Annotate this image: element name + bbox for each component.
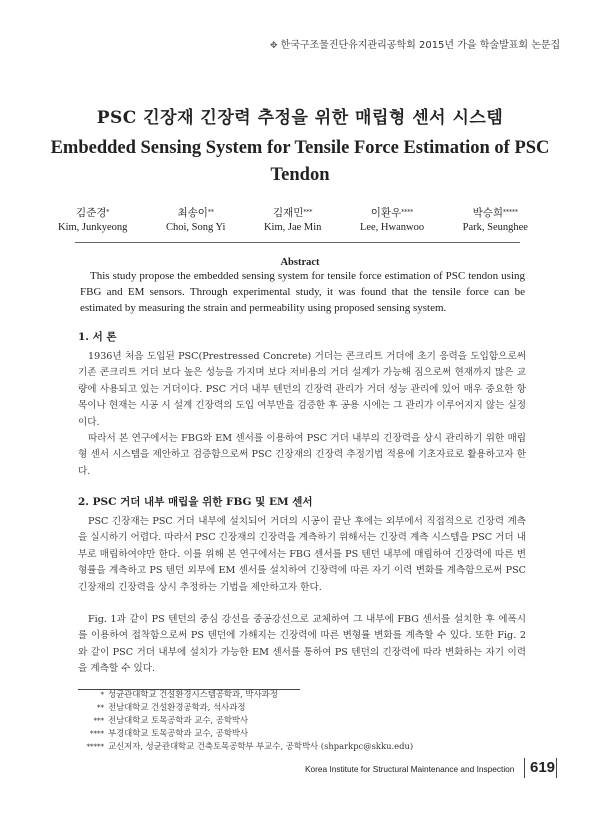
- author-mark: *: [106, 209, 110, 216]
- author-name-ko: 김재민: [272, 207, 304, 219]
- section1-paragraph-2: 따라서 본 연구에서는 FBG와 EM 센서를 이용하여 PSC 거더 내부의 긴장력을 상시 관리하기 위한 매립형 센서 시스템을 제안하고 검증함으로써 PSC 긴장재의 긴장력 추정기법 적용에 기초자료로 활용하고자 한다.: [78, 433, 526, 477]
- section2-paragraph-1: PSC 긴장재는 PSC 거더 내부에 설치되어 거더의 시공이 끝난 후에는 외부에서 직접적으로 긴장력 계측을 실시하기 어렵다. 따라서 PSC 긴장재의 긴장력을 계측하기 위해서는 긴장력 계측 시스템을 PSC 거더 내부로 매립하여야만 한다. 이를 위해 본 연구에서는 FBG 센서를 PS 텐던 내부에 매립하여 긴장력에 따른 변형률을 계측하고 PS 텐던 외부에 EM 센서를 설치하여 긴장력에 따른 자기 이력 변화를 계측함으로써 PSC 긴장재의 긴장력을 상시 추정하는 기법을 제안하고자 한다.: [78, 516, 526, 593]
- footnote-1: [78, 688, 278, 701]
- page-number: 619: [530, 759, 556, 776]
- footnote-text: 부경대학교 토목공학과 교수, 공학박사: [108, 728, 249, 738]
- author-mark: *****: [503, 209, 519, 216]
- author-name-ko: 김준경: [75, 207, 107, 219]
- footnote-mark: ****: [90, 730, 104, 738]
- section1-paragraph-1: 1936년 처음 도입된 PSC(Prestressed Concrete) 거더는 콘크리트 거더에 초기 응력을 도입함으로써 기존 콘크리트 거더 보다 높은 성능을 가지며 보다 저비용의 거더 설계가 가능해 짐으로써 현재까지 많은 교량에 사용되고 있는 거더이다. PSC 거더 내부 텐던의 긴장력 관리가 거더 성능 관리에 있어 매우 중요한 항목이나 현재는 시공 시 설계 긴장력의 도입 여부만을 검증한 후 공용 시에는 그 관리가 이루어지지 않는 실정이다.: [78, 351, 526, 428]
- author-name-en: Kim, Junkyeong: [58, 222, 128, 233]
- title-english: Embedded Sensing System for Tensile Force Estimation of PSC Tendon: [50, 138, 550, 185]
- footer-separator: [524, 758, 525, 778]
- author-name-en: Park, Seunghee: [462, 222, 528, 233]
- author-list: [58, 206, 528, 235]
- author-mark: ***: [303, 209, 313, 216]
- author-2: [166, 206, 225, 235]
- divider: [75, 242, 520, 243]
- header-ornament-icon: ✥: [270, 41, 278, 51]
- author-1: [58, 206, 127, 235]
- section-heading-2: 2. PSC 거더 내부 매립을 위한 FBG 및 EM 센서: [78, 496, 313, 508]
- author-5: [463, 206, 528, 235]
- footnote-4: [78, 727, 248, 740]
- author-4: [360, 206, 424, 235]
- author-name-ko: 이환우: [370, 207, 402, 219]
- author-name-en: Lee, Hwanwoo: [359, 222, 425, 233]
- section-heading-1: 1. 서 론: [78, 331, 117, 343]
- author-name-en: Choi, Song Yi: [165, 222, 226, 233]
- footnote-2: [78, 701, 245, 714]
- footer-bar: [556, 758, 557, 778]
- author-name-ko: 박승희: [472, 207, 504, 219]
- footnote-text: 교신저자, 성균관대학교 건축토목공학부 부교수, 공학박사 (shparkpc@skku.edu): [108, 741, 414, 751]
- title-korean: PSC 긴장재 긴장력 추정을 위한 매립형 센서 시스템: [96, 108, 504, 128]
- footnote-5: [78, 740, 413, 753]
- author-mark: **: [207, 209, 214, 216]
- running-header: [270, 36, 580, 51]
- footnote-text: 전남대학교 건설환경공학과, 석사과정: [108, 702, 246, 712]
- abstract-text: This study propose the embedded sensing system for tensile force estimation of PSC tendon using FBG and EM sensors. Through experimental study, it was found that the tensile force can be estimated by measuring the strain and permeability using proposed sensing system.: [80, 270, 525, 314]
- footnote-mark: *: [100, 691, 104, 699]
- footer-institute: Korea Institute for Structural Maintenance and Inspection: [305, 764, 515, 774]
- footnote-text: 전남대학교 토목공학과 교수, 공학박사: [108, 715, 249, 725]
- footnote-mark: ***: [93, 717, 104, 725]
- footnote-3: [78, 714, 248, 727]
- section2-paragraph-2: Fig. 1과 같이 PS 텐던의 중심 강선을 중공강선으로 교체하여 그 내부에 FBG 센서를 설치한 후 에폭시를 이용하여 접착함으로써 PS 텐던에 가해지는 긴장력에 따른 변형률 변화를 계측할 수 있다. 또한 Fig. 2와 같이 PSC 거더 내부에 설치가 가능한 EM 센서를 통하여 PS 텐던의 긴장력에 따라 변화하는 자기 이력을 계측할 수 있다.: [78, 614, 526, 675]
- header-text: 한국구조물진단유지관리공학회 2015년 가을 학술발표회 논문집: [280, 40, 561, 51]
- footnote-mark: **: [97, 704, 104, 712]
- author-mark: ****: [401, 209, 414, 216]
- author-name-ko: 최송이: [177, 207, 208, 219]
- footnote-mark: *****: [86, 743, 104, 751]
- author-3: [264, 206, 321, 235]
- footnote-text: 성균관대학교 건설환경시스템공학과, 박사과정: [108, 689, 278, 699]
- author-name-en: Kim, Jae Min: [263, 222, 322, 233]
- abstract-heading: Abstract: [280, 257, 320, 268]
